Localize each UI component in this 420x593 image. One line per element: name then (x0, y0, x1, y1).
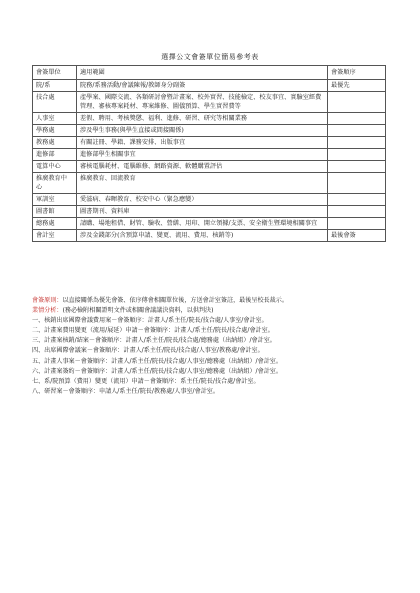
table-row (33, 92, 386, 113)
cell-unit: 學務處 (33, 125, 77, 137)
cell-scope: 圖書期刊、資料庫 (77, 206, 328, 218)
table-row (33, 137, 386, 149)
table-row (33, 218, 386, 230)
cell-scope: 涉及金錢部分(含預算申請、變更、流用、費用、核銷等) (77, 230, 328, 242)
note-line (32, 346, 388, 356)
note-line (32, 387, 388, 397)
cell-unit: 電算中心 (33, 161, 77, 173)
note-text: 以直接關係為優先會簽、依序傳會相關單位後，方送會計室簽註，最後呈校長裁示。 (62, 297, 288, 304)
note-line (32, 377, 388, 387)
cell-scope: 愛滋病、春暉教育、校安中心（緊急應變） (77, 194, 328, 206)
header-order: 會簽順序 (328, 66, 386, 80)
cell-unit: 推廣教育中心 (33, 173, 77, 194)
cell-unit: 軍訓室 (33, 194, 77, 206)
note-line (32, 316, 388, 326)
table-row (33, 80, 386, 92)
cell-order: 最優先 (328, 80, 386, 92)
cell-order (328, 161, 386, 173)
notes-section (32, 296, 388, 397)
note-text: 八、研習案－會簽順序：申請人/系主任/院長/教務處/人事室/會計室。 (32, 387, 219, 395)
note-text: (務必檢附相關證明文件或相關會議議決資料，以供判決) (62, 307, 214, 315)
note-text: 五、計畫人事案－會簽順序：計畫人/系主任/院長/技合處/人事室/總務處（出納組）/會計室。 (32, 357, 282, 365)
cell-order: 最後會簽 (328, 230, 386, 242)
cell-scope: 差假、聘用、考核獎懲、福利、進修、研習、研究等相關業務 (77, 113, 328, 125)
note-text: 四、出席國際會議案－會簽順序：計畫人/系主任/院長/技合處/人事室/教務處/會計室。 (32, 347, 264, 355)
table-row (33, 230, 386, 242)
cell-unit: 教務處 (33, 137, 77, 149)
cell-order (328, 149, 386, 161)
cell-order (328, 113, 386, 125)
cell-scope: 請購、場地租借、財管、驗收、營繕、用印、開立領據/支票、安全衛生暨環境相關事宜 (77, 218, 328, 230)
cell-unit: 技合處 (33, 92, 77, 113)
cell-scope: 進修部學生相關事宜 (77, 149, 328, 161)
cell-scope: 審核電腦耗材、電腦維修、網路資源、軟體購置評估 (77, 161, 328, 173)
cell-scope: 推廣教育、回流教育 (77, 173, 328, 194)
cell-unit: 會計室 (33, 230, 77, 242)
table-row (33, 173, 386, 194)
note-line (32, 357, 388, 367)
cell-order (328, 218, 386, 230)
header-scope: 適用範圍 (77, 66, 328, 80)
cell-order (328, 92, 386, 113)
note-text: 二、計畫案費用變更（流用/展延）申請－會簽順序：計畫人/系主任/院長/技合處/會計室。 (32, 327, 274, 335)
note-line (32, 367, 388, 377)
cell-unit: 人事室 (33, 113, 77, 125)
note-label: 會簽原則： (32, 297, 63, 304)
note-line (32, 306, 388, 316)
cell-scope: 有關註冊、學籍、課務安排、出版事宜 (77, 137, 328, 149)
cell-order (328, 194, 386, 206)
reference-table (32, 65, 386, 242)
cell-unit: 圖書館 (33, 206, 77, 218)
note-text: 一、核銷出席國際會議費用案－會簽順序：計畫人/系主任/院長/技合處/人事室/會計室。 (32, 317, 268, 325)
note-text: 三、計畫案核銷/結案－會簽順序：計畫人/系主任/院長/技合處/總務處（出納組）/會計室。 (32, 337, 276, 345)
note-line (32, 326, 388, 336)
table-row (33, 149, 386, 161)
table-row (33, 194, 386, 206)
table-row (33, 206, 386, 218)
cell-order (328, 137, 386, 149)
cell-unit: 總務處 (33, 218, 77, 230)
note-label: 業情分析： (32, 307, 63, 315)
cell-unit: 進修部 (33, 149, 77, 161)
cell-order (328, 173, 386, 194)
note-line (32, 336, 388, 346)
cell-order (328, 206, 386, 218)
note-text: 七、系/院預算（費用）變更（流用）申請－會簽順序：系主任/院長/技合處/會計室。 (32, 377, 260, 385)
table-row (33, 161, 386, 173)
cell-scope: 產學案、國際交流、各類研討會暨計畫案、校外實習、技能檢定、校友事宜、實驗室經費管理、審核專案耗材、專案維修、圖儀預算、學生實習費等 (77, 92, 328, 113)
cell-unit: 院/系 (33, 80, 77, 92)
cell-scope: 涉及學生事務(與學生直接或間接關係) (77, 125, 328, 137)
note-text: 六、計畫案簽約－會簽順序：計畫人/系主任/院長/技合處/人事室/總務處（出納組）/會計室。 (32, 367, 282, 375)
header-unit: 會簽單位 (33, 66, 77, 80)
document-title: 選擇公文會簽單位簡易參考表 (161, 53, 259, 61)
table-row (33, 113, 386, 125)
table-row (33, 125, 386, 137)
note-line (32, 296, 388, 306)
cell-order (328, 125, 386, 137)
cell-scope: 院務/系務活動/會議陳報/教師身分副簽 (77, 80, 328, 92)
table-header-row (33, 66, 386, 80)
